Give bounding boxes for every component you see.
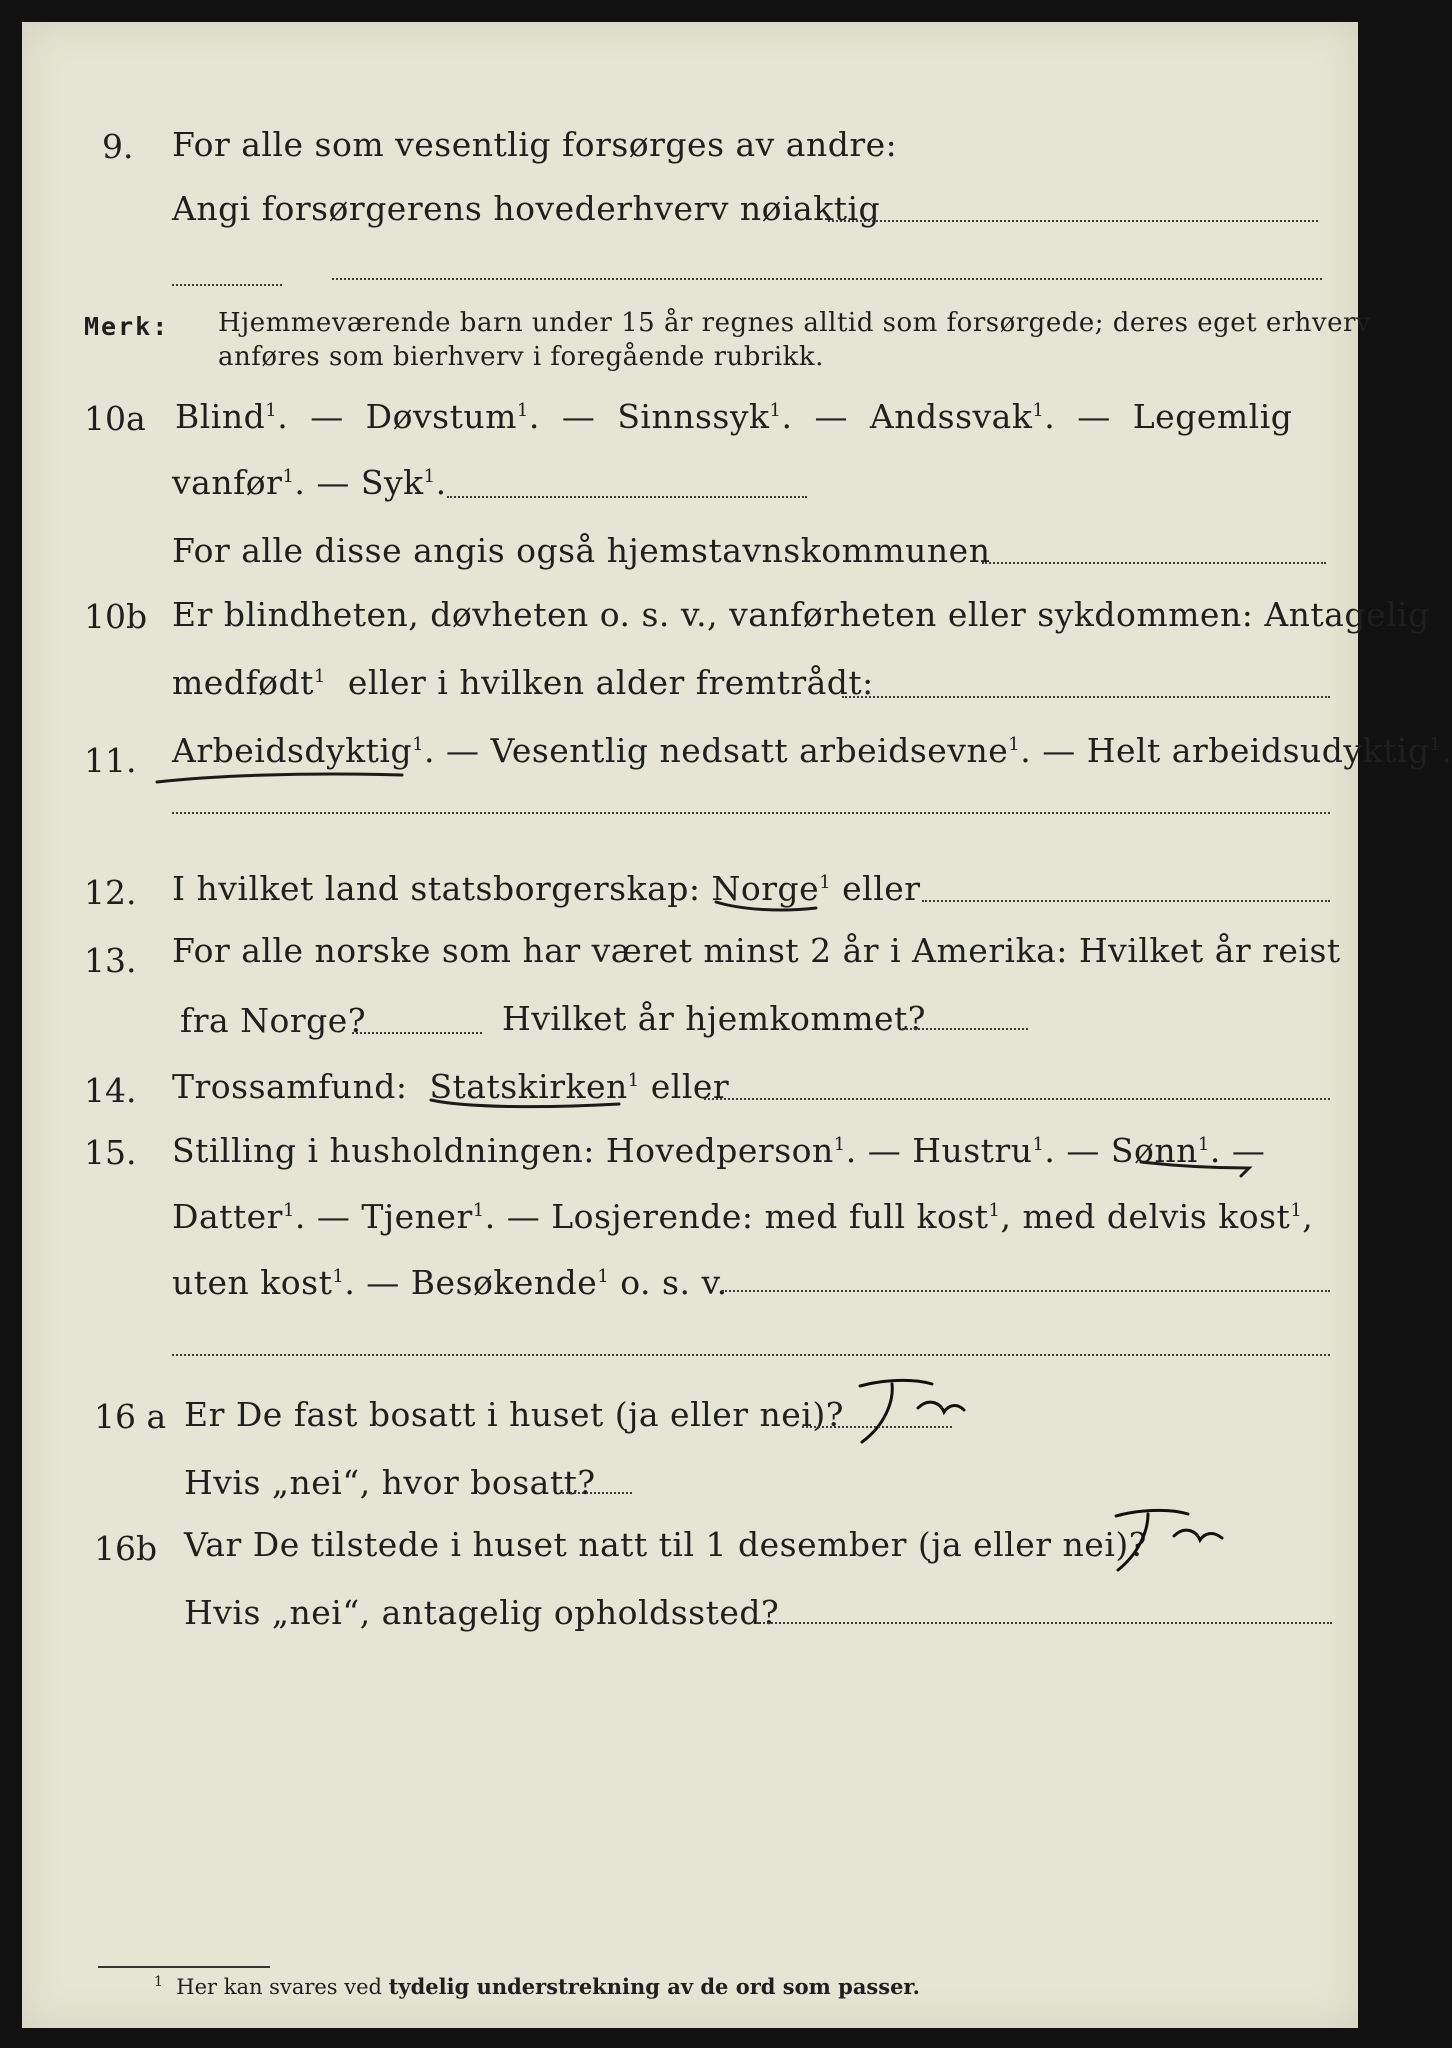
q15-tjener[interactable]: Tjener — [361, 1197, 473, 1236]
sup-mark: 1 — [516, 400, 529, 421]
q9-line1: For alle som vesentlig forsørges av andre: — [172, 125, 898, 164]
q15-delvis[interactable]: med delvis kost — [1022, 1197, 1291, 1236]
q11-answer-line[interactable] — [172, 812, 1330, 814]
q16a-answer-line[interactable] — [802, 1426, 952, 1428]
q15-answer-line-2[interactable] — [172, 1354, 1330, 1356]
q16b-answer-line[interactable] — [756, 1622, 1332, 1624]
footnote-mark: 1 — [154, 1974, 163, 1990]
sup-mark: 1 — [597, 1266, 610, 1287]
q11-nedsatt[interactable]: Vesentlig nedsatt arbeidsevne — [490, 731, 1009, 770]
q15-osv: o. s. v. — [620, 1263, 728, 1302]
q10a-number: 10a — [84, 399, 146, 438]
q15-line2: Datter$^1$. — Tjener$^1$. — Losjerende: med full kost$^1$, med delvis kost$^1$, — [172, 1197, 1314, 1236]
handwritten-underline-norge — [712, 896, 822, 920]
merk-line1: Hjemmeværende barn under 15 år regnes alltid som forsørgede; deres eget erhverv — [218, 308, 1372, 338]
q12-number: 12. — [84, 873, 137, 912]
dash: — — [506, 1197, 541, 1236]
sup-mark: 1 — [282, 466, 295, 487]
q15-number: 15. — [84, 1133, 137, 1172]
q10b-line1: Er blindheten, døvheten o. s. v., vanførheten eller sykdommen: Antagelig — [172, 595, 1430, 634]
sup-mark: 1 — [769, 400, 782, 421]
q15-hovedperson[interactable]: Hovedperson — [605, 1131, 834, 1170]
q10a-line1: Blind$^1$. — Døvstum$^1$. — Sinnssyk$^1$. — Andssvak$^1$. — Legemlig — [175, 397, 1293, 436]
dash: — — [561, 397, 596, 436]
q15-uten[interactable]: uten kost — [172, 1263, 333, 1302]
q10a-vanfor[interactable]: vanfør — [172, 463, 283, 502]
sup-mark: 1 — [265, 400, 278, 421]
q15-line3: uten kost$^1$. — Besøkende$^1$ o. s. v. — [172, 1263, 728, 1302]
q11-number: 11. — [84, 741, 137, 780]
q14-eller: eller — [650, 1067, 730, 1106]
footnote-rule — [98, 1966, 270, 1968]
q16b-answer-handwriting — [1082, 1502, 1232, 1582]
q9-number: 9. — [102, 127, 134, 166]
q14-statskirken[interactable]: Statskirken — [429, 1067, 628, 1106]
q16a-line2: Hvis „nei“, hvor bosatt? — [184, 1463, 596, 1502]
q14-answer-line[interactable] — [704, 1098, 1330, 1100]
q12-eller: eller — [842, 869, 921, 908]
sup-mark: 1 — [332, 1266, 345, 1287]
sup-mark: 1 — [627, 1070, 640, 1091]
q16a-answer[interactable] — [822, 1372, 972, 1456]
q13-line1: For alle norske som har været minst 2 år i Amerika: Hvilket år reist — [172, 931, 1341, 970]
q13-fra-answer-line[interactable] — [352, 1032, 482, 1034]
q10a-legemlig[interactable]: Legemlig — [1132, 397, 1293, 436]
q13-number: 13. — [84, 941, 137, 980]
q9-answer-line-2a[interactable] — [172, 284, 282, 286]
dash: — — [316, 1197, 351, 1236]
dash: — — [1066, 1131, 1100, 1170]
q10a-syk[interactable]: Syk — [360, 463, 424, 502]
q15-label: Stilling i husholdningen: — [172, 1131, 595, 1170]
sup-mark: 1 — [1197, 1134, 1210, 1155]
q10a-sinnssyk[interactable]: Sinnssyk — [617, 397, 770, 436]
handwritten-underline-statskirken — [427, 1094, 627, 1118]
q16b-answer[interactable] — [1082, 1502, 1232, 1586]
dash: — — [1042, 731, 1076, 770]
footnote — [154, 1974, 920, 1999]
q15-besokende[interactable]: Besøkende — [410, 1263, 598, 1302]
q9-answer-line[interactable] — [828, 220, 1318, 222]
q15-sonn[interactable]: Sønn — [1110, 1131, 1198, 1170]
q11-arbeidsdyktig[interactable]: Arbeidsdyktig — [172, 731, 413, 770]
q10b-number: 10b — [84, 597, 148, 636]
census-form-page — [22, 22, 1452, 2028]
q16a-bosatt-answer-line[interactable] — [562, 1492, 632, 1494]
q16b-line1: Var De tilstede i huset natt til 1 desember (ja eller nei)? — [184, 1525, 1147, 1564]
q11-udyktig[interactable]: Helt arbeidsudyktig — [1086, 731, 1430, 770]
q10b-line2 — [172, 663, 874, 702]
sup-mark: 1 — [472, 1200, 485, 1221]
q16a-answer-handwriting — [822, 1372, 972, 1452]
dash: — — [867, 1131, 902, 1170]
sup-mark: 1 — [819, 872, 832, 893]
q10a-syk-answer-line[interactable] — [447, 496, 807, 498]
q12-answer-line[interactable] — [922, 900, 1330, 902]
q16b-number: 16b — [94, 1529, 158, 1568]
q15-hustru[interactable]: Hustru — [912, 1131, 1033, 1170]
q16a-number: 16 a — [94, 1397, 167, 1436]
q15-datter[interactable]: Datter — [172, 1197, 283, 1236]
sup-mark: 1 — [988, 1200, 1001, 1221]
dash: — — [310, 397, 344, 436]
sup-mark: 1 — [1290, 1200, 1303, 1221]
footnote-plain: Her kan svares ved — [176, 1975, 382, 1999]
q16b-line2: Hvis „nei“, antagelig opholdssted? — [184, 1593, 780, 1632]
q10b-rest: eller i hvilken alder fremtrådt: — [347, 663, 874, 702]
q12-text: I hvilket land statsborgerskap: — [172, 869, 701, 908]
q15-losjerende[interactable]: Losjerende: med full kost — [551, 1197, 989, 1236]
footnote-bold: tydelig understrekning av de ord som passer. — [388, 1974, 920, 1999]
q10a-hjemstavn-answer-line[interactable] — [982, 562, 1326, 564]
q9-answer-line-2b[interactable] — [332, 278, 1322, 280]
handwritten-underline-sonn — [1137, 1154, 1257, 1182]
q15-answer-line[interactable] — [722, 1290, 1330, 1292]
q10a-andssvak[interactable]: Andssvak — [869, 397, 1033, 436]
sup-mark: 1 — [423, 466, 436, 487]
dash: — — [1231, 1131, 1266, 1170]
q14-label: Trossamfund: — [172, 1067, 408, 1106]
q13-fra: fra Norge? — [180, 1001, 367, 1040]
q16a-line1: Er De fast bosatt i huset (ja eller nei)? — [184, 1395, 844, 1434]
sup-mark: 1 — [412, 734, 425, 755]
merk-label: Merk: — [84, 312, 170, 341]
q15-line1: Stilling i husholdningen: Hovedperson$^1$. — Hustru$^1$. — Sønn$^1$. — — [172, 1131, 1266, 1170]
q10b-answer-line[interactable] — [842, 696, 1330, 698]
dash: — — [446, 731, 480, 770]
sup-mark: 1 — [1032, 1134, 1045, 1155]
sup-mark: 1 — [1032, 400, 1045, 421]
merk-line2: anføres som bierhverv i foregående rubrikk. — [218, 342, 824, 372]
sup-mark: 1 — [1008, 734, 1021, 755]
sup-mark: 1 — [1429, 734, 1442, 755]
q10b-medfodt[interactable]: medfødt — [172, 663, 314, 702]
dash: — — [814, 397, 848, 436]
q10a-line3: For alle disse angis også hjemstavnskommunen — [172, 531, 991, 570]
q13-hjem-answer-line[interactable] — [902, 1028, 1028, 1030]
sup-mark: 1 — [313, 666, 326, 687]
dash: — — [1077, 397, 1111, 436]
q14-number: 14. — [84, 1071, 137, 1110]
handwritten-underline-arbeidsdyktig — [152, 762, 412, 792]
q10a-dovstum[interactable]: Døvstum — [365, 397, 517, 436]
q10a-blind[interactable]: Blind — [175, 397, 266, 436]
q10a-line2: vanfør$^1$. — Syk$^1$. — [172, 463, 447, 502]
sup-mark: 1 — [833, 1134, 846, 1155]
q12-norge[interactable]: Norge — [711, 869, 820, 908]
sup-mark: 1 — [282, 1200, 295, 1221]
q11-line1: Arbeidsdyktig$^1$. — Vesentlig nedsatt arbeidsevne$^1$. — Helt arbeidsudyktig$^1$. — [172, 731, 1452, 770]
dash: — — [316, 463, 350, 502]
q13-hjem: Hvilket år hjemkommet? — [502, 999, 926, 1038]
dash: — — [366, 1263, 400, 1302]
q9-line2: Angi forsørgerens hovederhverv nøiaktig — [172, 189, 881, 228]
